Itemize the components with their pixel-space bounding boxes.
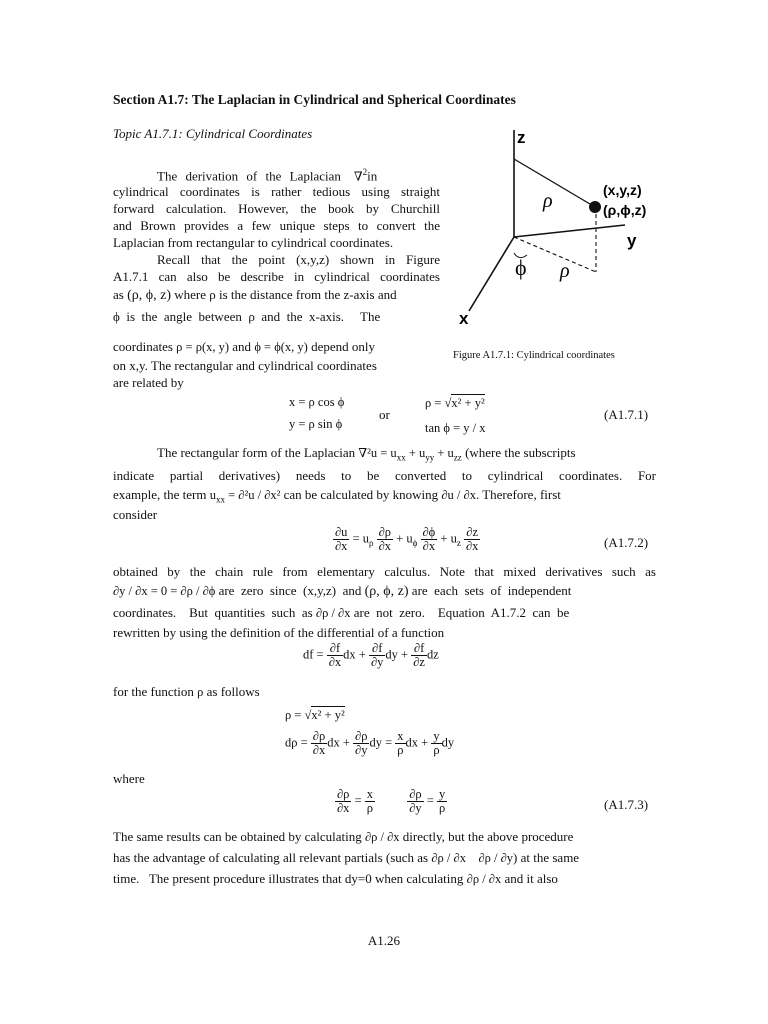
eq3-t3: dz	[426, 647, 439, 662]
eq3-f3d: ∂z	[413, 655, 425, 669]
eq5-f4d: ρ	[439, 801, 446, 815]
eq1-c-rad: x² + y²	[451, 396, 485, 410]
eq5-number: (A1.7.3)	[604, 797, 649, 812]
para3-text: The rectangular form of the Laplacian	[157, 445, 356, 460]
eq3-f2d: ∂y	[370, 655, 384, 669]
para5-for: for the function	[113, 684, 194, 699]
para2-line7: are related by	[113, 375, 184, 390]
para3-line2: indicate partial derivatives) needs to be converted to cylindrical coordinates. For	[113, 468, 656, 483]
figure-caption: Figure A1.7.1: Cylindrical coordinates	[453, 350, 615, 361]
laplacian-u: ∇²u = u	[358, 446, 397, 460]
para1-line4: and Brown provides a few unique steps to convert the	[113, 218, 440, 233]
drho-dx: ∂ρ / ∂x	[315, 606, 351, 620]
para2-depend: depend only	[311, 339, 376, 354]
eq2-frac1	[377, 526, 393, 553]
rho-line	[514, 159, 595, 207]
para4-independent: are each sets of independent	[411, 583, 572, 598]
eq5-frac4	[437, 788, 447, 815]
para2-line4: ϕ is the angle between ρ and the x-axis. The	[113, 309, 381, 324]
eq3-frac2	[369, 642, 385, 669]
eq2-lhs-frac	[333, 526, 349, 553]
eq4-t1: dx +	[327, 735, 350, 750]
eq3-t1: dx +	[343, 647, 366, 662]
eq4-f2n: ∂ρ	[353, 730, 369, 744]
uxx-sub: xx	[216, 494, 225, 505]
eq3-f2n: ∂f	[369, 642, 385, 656]
para2-line1: Recall that the point (x,y,z) shown in Figure	[157, 252, 440, 267]
eq4-f4n: y	[433, 729, 440, 743]
y-axis	[514, 225, 625, 237]
para3-example: example, the term	[113, 487, 207, 502]
eq2-sub-z: z	[456, 537, 461, 548]
eq3	[303, 642, 439, 669]
para3-line1	[157, 443, 576, 468]
eq2-lhs-num: ∂u	[335, 525, 348, 539]
eq4-a-rad: x² + y²	[311, 708, 345, 722]
eq5-e2: =	[426, 793, 434, 808]
eq1-b: y = ρ sin ϕ	[289, 417, 343, 431]
cyl-triple-2: (ρ, ϕ, z)	[364, 584, 409, 599]
eq4-f3d: ρ	[397, 743, 404, 757]
para6-line3	[113, 869, 558, 889]
cylindrical-coordinates-figure	[455, 125, 655, 330]
sub-yy: yy	[425, 452, 435, 463]
eq4-f1n: ∂ρ	[311, 730, 327, 744]
para6-line2	[113, 848, 579, 868]
eq2-eq: = u	[352, 531, 369, 546]
eq4-b	[285, 730, 454, 757]
para1-line5: Laplacian from rectangular to cylindrical coordinates.	[113, 235, 394, 250]
x-axis-label: x	[459, 309, 469, 328]
eq4-b-lhs: dρ =	[285, 735, 308, 750]
eq4-frac4	[431, 730, 441, 757]
eq1-c-lhs: ρ = √	[425, 396, 452, 410]
x-axis	[469, 237, 514, 311]
eq5-frac2	[365, 788, 375, 815]
laplacian-rect	[358, 446, 462, 463]
eq2	[333, 526, 480, 553]
eq1-d: tan ϕ = y / x	[425, 421, 486, 435]
para6-advantage: has the advantage of calculating all relevant partials (such as	[113, 850, 429, 865]
point-marker	[589, 201, 601, 213]
eq2-f3d: ∂x	[465, 539, 479, 553]
eq5-f1d: ∂x	[337, 801, 350, 815]
nabla-symbol: ∇	[353, 169, 363, 184]
uxx-u: u	[209, 488, 216, 502]
eq1-number: (A1.7.1)	[604, 407, 649, 422]
eq4-t2: dy =	[369, 735, 393, 750]
para1-line1: The derivation of the Laplacian ∇$^2$in	[157, 167, 378, 184]
eq5-f2n: x	[366, 787, 373, 801]
eq4-f2d: ∂y	[355, 743, 368, 757]
para2-coords: coordinates	[113, 339, 173, 354]
para2-as: as	[113, 287, 124, 302]
eq3-frac1	[327, 642, 343, 669]
dudx: ∂u / ∂x	[441, 488, 476, 502]
eq1-c	[425, 396, 485, 411]
eq5-f1n: ∂ρ	[335, 788, 351, 802]
para2-where: where ρ is the distance from the z-axis and	[174, 287, 397, 302]
para4-notzero: are not zero. Equation A1.7.2 can be	[353, 605, 570, 620]
para3-calc: can be calculated by knowing	[283, 487, 439, 502]
para2-line2: A1.7.1 can also be describe in cylindrical coordinates	[113, 269, 440, 284]
uxx-term	[209, 488, 281, 505]
para3-where: (where the subscripts	[465, 445, 576, 460]
para6-drhodx-2: ∂ρ / ∂x	[466, 872, 502, 886]
point-cyl-label: (ρ,ϕ,z)	[603, 202, 647, 218]
page-number: A1.26	[367, 933, 401, 948]
eq4-frac1	[311, 730, 327, 757]
eq2-sub-phi: ϕ	[412, 537, 418, 548]
para5-line1	[113, 682, 260, 702]
para2-line3	[113, 285, 440, 305]
para6-illustrates: time. The present procedure illustrates that dy=0 when calculating	[113, 871, 464, 886]
para2-and: and	[232, 339, 252, 354]
eq2-frac2	[421, 526, 438, 553]
plus-u-2: + u	[434, 446, 454, 460]
sub-zz: zz	[453, 452, 462, 463]
para6-line1	[113, 827, 573, 847]
eq2-plus2: + u	[440, 531, 457, 546]
eq2-lhs-den: ∂x	[335, 539, 348, 553]
eq3-f3n: ∂f	[411, 642, 427, 656]
rho-label-1: ρ	[543, 190, 553, 212]
eq5-frac3	[407, 788, 423, 815]
eq2-f1n: ∂ρ	[377, 526, 393, 540]
eq4-f1d: ∂x	[312, 743, 326, 757]
mixed-derivs: ∂y / ∂x = 0 = ∂ρ / ∂ϕ	[113, 584, 216, 598]
z-axis-label: z	[517, 128, 526, 147]
eq4-f3n: x	[397, 729, 404, 743]
para4-zero: are zero since (x,y,z) and	[218, 583, 362, 598]
eq5-f3d: ∂y	[409, 801, 422, 815]
eq2-plus1: + u	[396, 531, 413, 546]
eq3-f1n: ∂f	[327, 642, 343, 656]
para1-line2: cylindrical coordinates is rather tedious using straight	[113, 184, 440, 199]
para5-rho: ρ	[197, 685, 204, 699]
eq2-f3n: ∂z	[464, 526, 480, 540]
eq2-sub-rho: ρ	[369, 537, 374, 548]
para5-follows: as follows	[206, 684, 260, 699]
eq5-f4n: y	[439, 787, 446, 801]
eq2-f2n: ∂ϕ	[422, 525, 436, 539]
eq3-lhs: df =	[303, 647, 324, 662]
rho-func: ρ = ρ(x, y)	[176, 340, 230, 354]
para6-directly: directly, but the above procedure	[402, 829, 574, 844]
eq4-a	[285, 708, 345, 723]
uxx-def: = ∂²u / ∂x²	[225, 488, 281, 502]
para1-line3: forward calculation. However, the book by Churchill	[113, 201, 440, 216]
para2-line6: on x,y. The rectangular and cylindrical coordinates	[113, 358, 377, 373]
eq4-a-lhs: ρ = √	[285, 708, 312, 722]
eq5-f2d: ρ	[366, 801, 373, 815]
para4-line1: obtained by the chain rule from elementary calculus. Note that mixed derivatives such as	[113, 564, 656, 579]
eq3-f1d: ∂x	[328, 655, 342, 669]
eq4-frac3	[395, 730, 405, 757]
eq5-frac1	[335, 788, 351, 815]
phi-func: ϕ = ϕ(x, y)	[254, 340, 308, 354]
para4-line2	[113, 581, 571, 601]
para3-therefore: . Therefore, first	[475, 487, 561, 502]
eq1-a: x = ρ cos ϕ	[289, 395, 345, 409]
eq4-t3: dx +	[405, 735, 429, 750]
para4-line3	[113, 603, 569, 623]
sub-xx: xx	[396, 452, 406, 463]
eq1-or: or	[379, 407, 390, 422]
phi-label: ϕ	[515, 255, 527, 280]
topic-heading: Topic A1.7.1: Cylindrical Coordinates	[113, 126, 313, 141]
where-text: where	[113, 771, 145, 786]
eq5	[335, 788, 447, 815]
eq3-t2: dy +	[385, 647, 409, 662]
eq4-f4d: ρ	[433, 743, 440, 757]
para6-same-time: ) at the same	[513, 850, 580, 865]
eq4-t4: dy	[441, 735, 455, 750]
para6-partials: ∂ρ / ∂x ∂ρ / ∂y	[431, 851, 514, 865]
para3-line3	[113, 485, 561, 510]
y-axis-label: y	[627, 231, 637, 250]
para4-line4: rewritten by using the definition of the differential of a function	[113, 625, 445, 640]
plus-u-1: + u	[405, 446, 426, 460]
eq3-frac3	[411, 642, 427, 669]
cyl-triple: (ρ, ϕ, z)	[127, 288, 171, 303]
point-xyz-label: (x,y,z)	[603, 182, 642, 198]
eq2-f2d: ∂x	[422, 539, 436, 553]
para2-line5	[113, 337, 375, 357]
eq2-number: (A1.7.2)	[604, 535, 649, 550]
para3-line4: consider	[113, 507, 158, 522]
section-heading: Section A1.7: The Laplacian in Cylindrical and Spherical Coordinates	[113, 92, 516, 107]
para6-same: The same results can be obtained by calculating	[113, 829, 362, 844]
eq5-f3n: ∂ρ	[407, 788, 423, 802]
rho-label-2: ρ	[560, 260, 570, 282]
para4-coords: coordinates. But quantities such as	[113, 605, 313, 620]
para1-in: in	[367, 168, 378, 184]
para6-drhodx-1: ∂ρ / ∂x	[364, 830, 400, 844]
para1-text: The derivation of the Laplacian	[157, 168, 341, 184]
eq5-e1: =	[354, 793, 362, 808]
para6-also: and it also	[504, 871, 558, 886]
eq4-frac2	[353, 730, 369, 757]
eq2-f1d: ∂x	[378, 539, 392, 553]
eq2-frac3	[464, 526, 480, 553]
